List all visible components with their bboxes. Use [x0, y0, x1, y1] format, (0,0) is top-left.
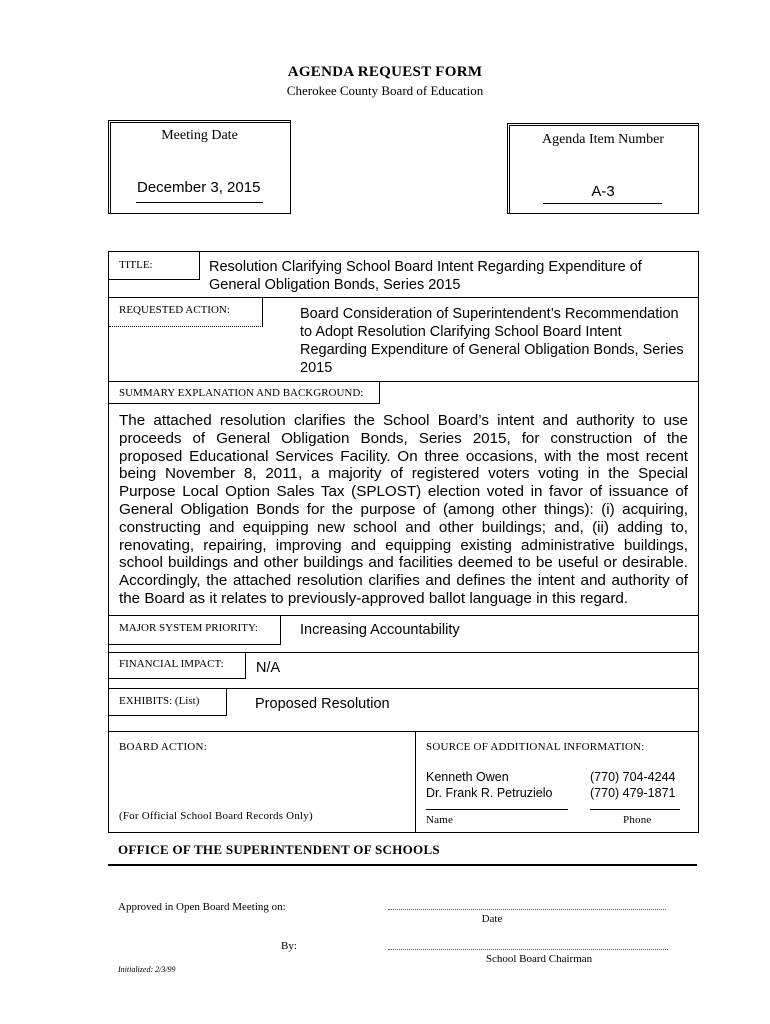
source-label: SOURCE OF ADDITIONAL INFORMATION: — [426, 741, 645, 753]
agenda-item-label: Agenda Item Number — [541, 132, 665, 147]
form-title: AGENDA REQUEST FORM — [287, 64, 483, 80]
priority-value: Increasing Accountability — [300, 622, 460, 638]
agenda-item-underline — [543, 203, 662, 204]
board-action-note: (For Official School Board Records Only) — [119, 810, 313, 822]
divider — [109, 731, 698, 732]
chairman-caption: School Board Chairman — [485, 953, 593, 965]
approved-label: Approved in Open Board Meeting on: — [118, 901, 286, 913]
summary-text: The attached resolution clarifies the School Board’s intent and authority to use proceeds of General Obligation Bonds, Series 2015, for construction of the proposed Educational Services Facility. On three occasions, with the most recent being November 8, 2011, a majority of registered voters voting in the Special Purpose Local Option Sales Tax (SPLOST) election voted in favor of issuance of General Obligation Bonds for the purpose of (among other things): (i) acquiring, constructing and equipping new school and other buildings; and, (ii) adding to, renovating, repairing, improving and equipping existing administrative buildings, school buildings and other buildings and facilities deemed to be useful or desirable. Accordingly, the attached resolution clarifies and defines the intent and authority of the Board as it relates to previously-approved ballot language in this regard. — [119, 412, 688, 607]
phone-caption: Phone — [623, 814, 652, 826]
office-heading: OFFICE OF THE SUPERINTENDENT OF SCHOOLS — [118, 842, 440, 857]
agenda-item-box — [507, 123, 699, 214]
column-divider — [415, 731, 416, 832]
requested-action-value: Board Consideration of Superintendent’s Recommendation to Adopt Resolution Clarifying School Board Intent Regarding Expenditure of General Obligation Bonds, Series 2015 — [300, 306, 684, 376]
meeting-date-underline — [136, 202, 263, 203]
date-signature-line — [388, 909, 666, 910]
requested-action-label: REQUESTED ACTION: — [109, 298, 263, 327]
contact-name: Kenneth Owen — [426, 770, 509, 784]
by-label: By: — [281, 940, 297, 952]
summary-label: SUMMARY EXPLANATION AND BACKGROUND: — [109, 382, 380, 404]
initialized-note: Initialized: 2/3/99 — [118, 965, 176, 974]
section-rule — [108, 864, 697, 866]
name-underline — [426, 809, 568, 810]
exhibits-label: EXHIBITS: (List) — [109, 689, 227, 716]
title-label: TITLE: — [109, 252, 200, 280]
exhibits-value: Proposed Resolution — [255, 696, 390, 712]
priority-label: MAJOR SYSTEM PRIORITY: — [109, 616, 281, 645]
contact-phone: (770) 704-4244 — [590, 770, 676, 784]
phone-underline — [590, 809, 680, 810]
chairman-signature-line — [388, 949, 668, 950]
financial-impact-label: FINANCIAL IMPACT: — [109, 653, 246, 679]
title-value: Resolution Clarifying School Board Intent Regarding Expenditure of General Obligation Bonds, Series 2015 — [209, 259, 642, 293]
contact-name: Dr. Frank R. Petruzielo — [426, 786, 553, 800]
form-table — [108, 251, 699, 833]
board-action-label: BOARD ACTION: — [119, 741, 207, 753]
date-caption: Date — [481, 913, 503, 925]
financial-impact-value: N/A — [256, 660, 281, 676]
meeting-date-value: December 3, 2015 — [137, 179, 261, 196]
name-caption: Name — [426, 814, 454, 826]
contact-phone: (770) 479-1871 — [590, 786, 676, 800]
meeting-date-box — [108, 120, 291, 214]
agenda-item-value: A-3 — [591, 183, 615, 200]
form-subtitle: Cherokee County Board of Education — [286, 83, 484, 98]
meeting-date-label: Meeting Date — [161, 128, 238, 143]
